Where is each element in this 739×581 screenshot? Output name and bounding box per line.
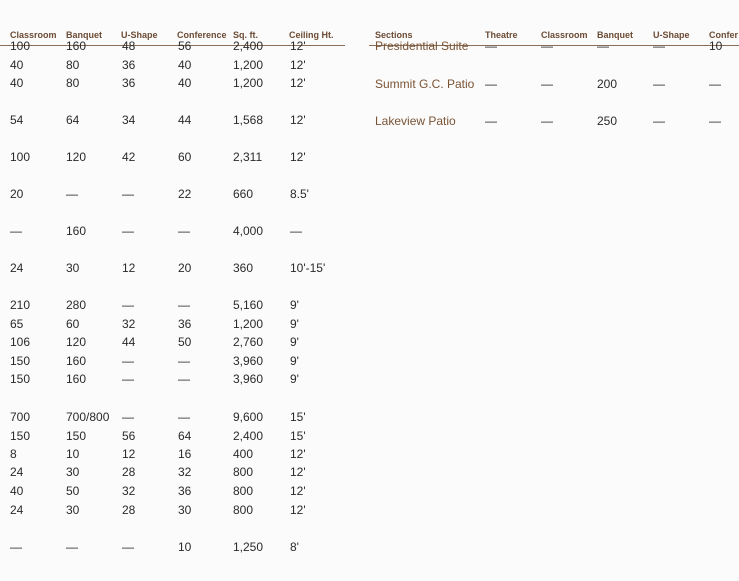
table-row [0,260,345,276]
table-row [0,371,345,387]
cell-sq-ft: 400 [233,447,254,461]
cell-classroom: — [10,224,22,238]
cell-classroom: 20 [10,187,24,201]
cell-ceiling-ht: 12' [290,113,306,127]
table-row [0,57,345,73]
cell-banquet: 80 [66,58,80,72]
cell-banquet: 250 [597,114,618,128]
cell-u-shape: — [122,187,134,201]
cell-classroom: 150 [10,354,31,368]
cell-u-shape: — [653,77,665,91]
cell-ceiling-ht: 12' [290,76,306,90]
cell-sq-ft: 2,760 [233,335,264,349]
cell-ceiling-ht: 12' [290,447,306,461]
cell-theatre: — [485,114,497,128]
cell-classroom: 100 [10,150,31,164]
cell-classroom: 54 [10,113,24,127]
capacity-header-sq-ft: Sq. ft. [233,30,258,40]
sections-header-conference: Confer [709,30,738,40]
cell-u-shape: 32 [122,484,136,498]
cell-classroom: — [541,77,553,91]
cell-classroom: 40 [10,58,24,72]
cell-conference: 56 [178,39,192,53]
table-row [0,446,345,462]
cell-conference: 10 [709,39,723,53]
cell-u-shape: 34 [122,113,136,127]
cell-u-shape: 36 [122,58,136,72]
cell-ceiling-ht: 8.5' [290,187,309,201]
table-row [0,186,345,202]
table-row [0,409,345,425]
cell-banquet: 50 [66,484,80,498]
sections-header-theatre: Theatre [485,30,518,40]
cell-u-shape: — [122,298,134,312]
cell-classroom: 40 [10,76,24,90]
capacity-header-u-shape: U-Shape [121,30,158,40]
cell-banquet: 280 [66,298,87,312]
cell-section: Presidential Suite [375,39,469,53]
cell-sq-ft: 9,600 [233,410,264,424]
cell-conference: 16 [178,447,192,461]
cell-banquet: 120 [66,150,87,164]
capacity-header-classroom: Classroom [10,30,57,40]
cell-ceiling-ht: — [290,224,302,238]
cell-banquet: — [597,39,609,53]
cell-sq-ft: 2,311 [233,150,263,164]
cell-banquet: 120 [66,335,87,349]
cell-banquet: 160 [66,354,87,368]
cell-ceiling-ht: 12' [290,150,306,164]
cell-classroom: 150 [10,372,31,386]
cell-conference: 64 [178,429,192,443]
cell-sq-ft: 2,400 [233,429,264,443]
sections-header-section: Sections [375,30,413,40]
cell-u-shape: — [653,114,665,128]
cell-u-shape: — [122,372,134,386]
cell-classroom: 106 [10,335,31,349]
cell-sq-ft: 800 [233,465,254,479]
cell-conference: 36 [178,317,192,331]
cell-conference: — [178,372,190,386]
cell-conference: 40 [178,76,192,90]
cell-classroom: — [10,540,22,554]
cell-u-shape: — [122,224,134,238]
cell-sq-ft: 1,568 [233,113,264,127]
table-row [0,297,345,313]
cell-banquet: 700/800 [66,410,110,424]
cell-sq-ft: 1,200 [233,76,264,90]
cell-theatre: — [485,77,497,91]
cell-banquet: 80 [66,76,80,90]
cell-classroom: 24 [10,465,24,479]
cell-classroom: 40 [10,484,24,498]
cell-banquet: 60 [66,317,80,331]
cell-banquet: 10 [66,447,80,461]
cell-conference: 10 [178,540,192,554]
cell-conference: — [178,410,190,424]
cell-conference: 32 [178,465,192,479]
cell-conference: 44 [178,113,192,127]
cell-ceiling-ht: 12' [290,503,306,517]
cell-u-shape: — [653,39,665,53]
cell-u-shape: 12 [122,447,136,461]
cell-classroom: — [541,114,553,128]
cell-ceiling-ht: 12' [290,465,306,479]
table-row [0,38,345,54]
cell-sq-ft: 1,200 [233,317,264,331]
cell-classroom: 65 [10,317,24,331]
cell-banquet: 150 [66,429,87,443]
cell-classroom: 8 [10,447,17,461]
cell-banquet: — [66,187,78,201]
cell-banquet: 200 [597,77,618,91]
sections-header-banquet: Banquet [597,30,633,40]
cell-u-shape: 28 [122,503,136,517]
capacity-header-conference: Conference [177,30,227,40]
table-row [0,316,345,332]
cell-banquet: 160 [66,224,87,238]
cell-sq-ft: 5,160 [233,298,264,312]
table-row [369,76,739,92]
cell-sq-ft: 3,960 [233,354,264,368]
cell-u-shape: 48 [122,39,136,53]
cell-classroom: 24 [10,503,24,517]
cell-conference: 50 [178,335,192,349]
cell-sq-ft: 360 [233,261,254,275]
cell-conference: — [178,298,190,312]
cell-u-shape: 44 [122,335,136,349]
cell-ceiling-ht: 9' [290,335,299,349]
table-row [0,112,345,128]
table-row [0,464,345,480]
cell-classroom: — [541,39,553,53]
cell-theatre: — [485,39,497,53]
cell-ceiling-ht: 15' [290,429,306,443]
cell-ceiling-ht: 10'-15' [290,261,326,275]
table-row [0,334,345,350]
cell-conference: — [178,224,190,238]
table-row [369,113,739,129]
cell-u-shape: 42 [122,150,136,164]
capacity-header-banquet: Banquet [66,30,102,40]
cell-u-shape: 56 [122,429,136,443]
table-row [369,38,739,54]
cell-banquet: 160 [66,372,87,386]
sections-table [369,25,739,128]
cell-conference: — [709,114,721,128]
capacity-table [0,25,345,554]
table-row [0,502,345,518]
cell-ceiling-ht: 15' [290,410,306,424]
cell-u-shape: — [122,354,134,368]
table-row [0,353,345,369]
cell-sq-ft: 1,200 [233,58,264,72]
cell-banquet: 30 [66,503,80,517]
cell-ceiling-ht: 12' [290,58,306,72]
cell-ceiling-ht: 9' [290,317,299,331]
cell-sq-ft: 4,000 [233,224,264,238]
cell-sq-ft: 800 [233,484,254,498]
cell-ceiling-ht: 8' [290,540,299,554]
cell-u-shape: — [122,410,134,424]
cell-classroom: 700 [10,410,31,424]
cell-section: Summit G.C. Patio [375,77,475,91]
capacity-header-ceiling-ht: Ceiling Ht. [289,30,334,40]
table-row [0,223,345,239]
cell-classroom: 100 [10,39,31,53]
cell-conference: 22 [178,187,192,201]
cell-classroom: 150 [10,429,31,443]
table-row [0,75,345,91]
cell-u-shape: — [122,540,134,554]
cell-classroom: 24 [10,261,24,275]
cell-u-shape: 32 [122,317,136,331]
cell-classroom: 210 [10,298,31,312]
cell-ceiling-ht: 12' [290,39,306,53]
cell-conference: 60 [178,150,192,164]
cell-sq-ft: 1,250 [233,540,264,554]
cell-conference: — [709,77,721,91]
cell-sq-ft: 800 [233,503,254,517]
cell-u-shape: 36 [122,76,136,90]
cell-ceiling-ht: 9' [290,354,299,368]
cell-ceiling-ht: 9' [290,298,299,312]
table-row [0,539,345,555]
cell-conference: — [178,354,190,368]
cell-sq-ft: 3,960 [233,372,264,386]
sections-header-classroom: Classroom [541,30,588,40]
cell-conference: 30 [178,503,192,517]
cell-conference: 36 [178,484,192,498]
cell-u-shape: 28 [122,465,136,479]
table-row [0,149,345,165]
cell-banquet: — [66,540,78,554]
cell-banquet: 30 [66,465,80,479]
cell-u-shape: 12 [122,261,136,275]
cell-sq-ft: 660 [233,187,254,201]
table-row [0,428,345,444]
cell-section: Lakeview Patio [375,114,456,128]
cell-conference: 20 [178,261,192,275]
cell-sq-ft: 2,400 [233,39,264,53]
table-row [0,483,345,499]
cell-banquet: 160 [66,39,87,53]
cell-banquet: 64 [66,113,80,127]
sections-header-u-shape: U-Shape [653,30,690,40]
cell-banquet: 30 [66,261,80,275]
cell-ceiling-ht: 9' [290,372,299,386]
cell-ceiling-ht: 12' [290,484,306,498]
cell-conference: 40 [178,58,192,72]
